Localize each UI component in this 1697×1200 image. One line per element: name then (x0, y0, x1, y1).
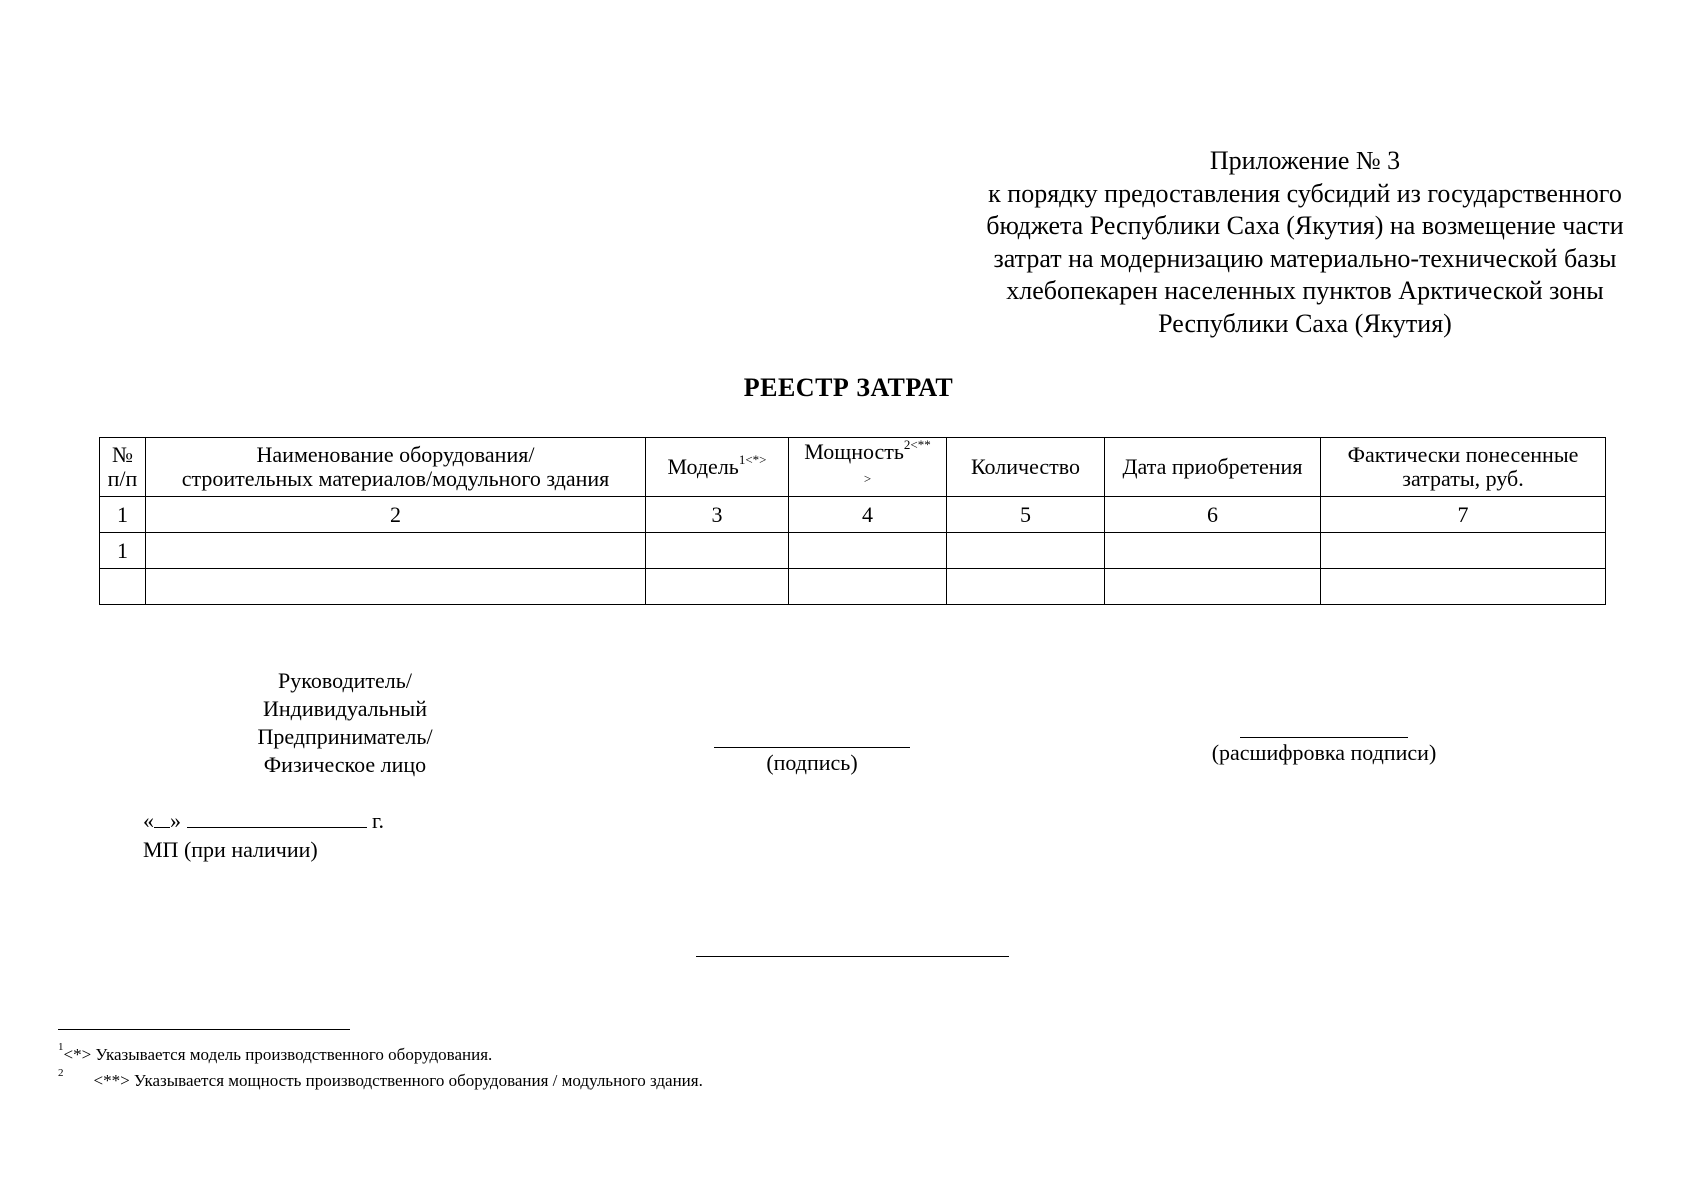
table-cell[interactable] (1105, 533, 1321, 569)
header-text: Наименование оборудования/ (256, 442, 535, 467)
footnote-item (58, 1068, 703, 1094)
appendix-line: к порядку предоставления субсидий из государственного (988, 178, 1622, 208)
role-line: Индивидуальный (263, 696, 427, 721)
table-cell[interactable] (1321, 533, 1606, 569)
header-text: затраты, руб. (1402, 466, 1524, 491)
header-text: № (112, 442, 133, 467)
column-number-cell: 6 (1105, 497, 1321, 533)
footnote-text: <*> Указывается модель производственного оборудования. (63, 1045, 493, 1064)
separator-line (696, 956, 1009, 957)
footnote-rule (58, 1029, 350, 1030)
footnote-item (58, 1042, 703, 1068)
role-line: Физическое лицо (263, 752, 427, 777)
table-cell[interactable]: 1 (100, 533, 146, 569)
appendix-header (900, 145, 1697, 340)
appendix-line: затрат на модернизацию материально-технической базы (993, 243, 1617, 273)
header-model (646, 438, 789, 497)
footnote-ref: 1<*> (738, 452, 767, 467)
header-text: Мощность (804, 439, 904, 464)
footnote-text: <**> Указывается мощность производственного оборудования / модульного здания. (93, 1071, 703, 1090)
footnotes (58, 1042, 703, 1094)
header-row (100, 438, 1606, 497)
header-date (1105, 438, 1321, 497)
appendix-line: бюджета Республики Саха (Якутия) на возмещение части (986, 211, 1624, 240)
column-number-row (100, 497, 1606, 533)
table-cell[interactable] (646, 533, 789, 569)
footnote-ref-tail: > (863, 471, 872, 486)
footnote-mark: 2 (58, 1067, 64, 1079)
date-field (143, 808, 384, 834)
header-quantity (947, 438, 1105, 497)
month-blank[interactable] (187, 809, 367, 828)
header-text: Дата приобретения (1122, 454, 1303, 479)
signatory-role (220, 667, 470, 779)
role-line: Руководитель/ (278, 668, 412, 693)
year-label: г. (372, 808, 385, 833)
signature-caption: (подпись) (766, 750, 858, 775)
column-number-cell: 5 (947, 497, 1105, 533)
header-text: Количество (970, 454, 1081, 479)
table-row (100, 533, 1606, 569)
column-number-cell: 3 (646, 497, 789, 533)
header-cost (1321, 438, 1606, 497)
appendix-line: Республики Саха (Якутия) (1158, 308, 1452, 338)
header-power (789, 438, 947, 497)
date-quote-open: « (143, 808, 154, 833)
appendix-line: Приложение № 3 (1209, 146, 1401, 175)
table-cell[interactable] (789, 533, 947, 569)
header-text: п/п (107, 466, 138, 491)
header-number (100, 438, 146, 497)
table-cell[interactable] (646, 569, 789, 605)
header-text: Модель (667, 454, 739, 479)
date-quote-close: » (170, 808, 181, 833)
table-cell[interactable] (789, 569, 947, 605)
document-title: РЕЕСТР ЗАТРАТ (743, 373, 954, 402)
stamp-label: МП (при наличии) (143, 837, 318, 862)
header-name (146, 438, 646, 497)
table-cell[interactable] (1105, 569, 1321, 605)
table-cell[interactable] (146, 533, 646, 569)
appendix-line: хлебопекарен населенных пунктов Арктической зоны (1006, 276, 1604, 305)
table-cell[interactable] (1321, 569, 1606, 605)
decoding-line[interactable] (1240, 737, 1408, 738)
day-blank[interactable] (154, 809, 170, 828)
table-cell[interactable] (947, 569, 1105, 605)
header-text: Фактически понесенные (1347, 442, 1579, 467)
decoding-caption: (расшифровка подписи) (1211, 740, 1437, 765)
table-cell[interactable] (947, 533, 1105, 569)
signature-line[interactable] (714, 747, 910, 748)
column-number-cell: 7 (1321, 497, 1606, 533)
column-number-cell: 4 (789, 497, 947, 533)
footnote-ref: 2<** (903, 437, 931, 452)
table-row (100, 569, 1606, 605)
footnote-mark: 1 (58, 1041, 64, 1053)
cost-register-table (99, 437, 1606, 605)
table-cell[interactable] (146, 569, 646, 605)
role-line: Предприниматель/ (257, 724, 433, 749)
header-text: строительных материалов/модульного здания (181, 466, 610, 491)
table-cell[interactable] (100, 569, 146, 605)
column-number-cell: 2 (146, 497, 646, 533)
column-number-cell: 1 (100, 497, 146, 533)
